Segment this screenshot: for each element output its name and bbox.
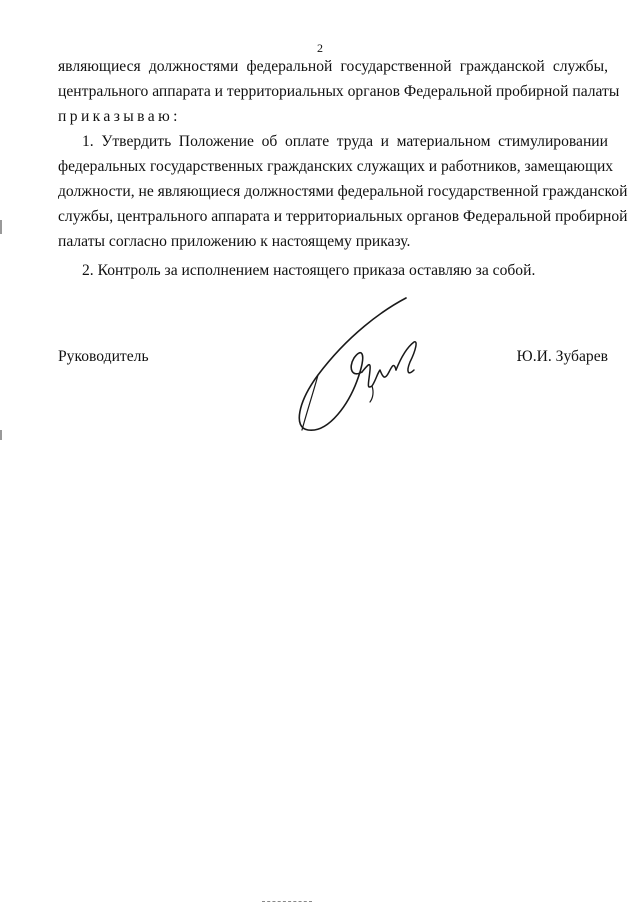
order-word: приказываю: [58, 108, 181, 125]
item-1-line-2: федеральных государственных гражданских служащих и работников, замещающих [58, 158, 614, 175]
page-number: 2 [317, 41, 323, 55]
item-2-line-1: 2. Контроль за исполнением настоящего приказа оставляю за собой. [82, 262, 536, 279]
handwritten-signature [288, 290, 428, 440]
scan-edge-mark [0, 220, 2, 234]
scan-edge-mark [0, 430, 2, 440]
intro-line-2: центрального аппарата и территориальных органов Федеральной пробирной палаты [58, 83, 620, 100]
item-1-line-5: палаты согласно приложению к настоящему приказу. [58, 233, 411, 250]
item-1-line-4: службы, центрального аппарата и территориальных органов Федеральной пробирной [58, 208, 628, 225]
scan-footer-mark [262, 901, 312, 903]
intro-line-1: являющиеся должностями федеральной государственной гражданской службы, [58, 58, 608, 75]
item-1-line-1: 1. Утвердить Положение об оплате труда и материальном стимулировании [82, 133, 608, 150]
signatory-title: Руководитель [58, 348, 149, 365]
signatory-name: Ю.И. Зубарев [516, 348, 608, 365]
item-1-line-3: должности, не являющиеся должностями федеральной государственной гражданской [58, 183, 628, 200]
